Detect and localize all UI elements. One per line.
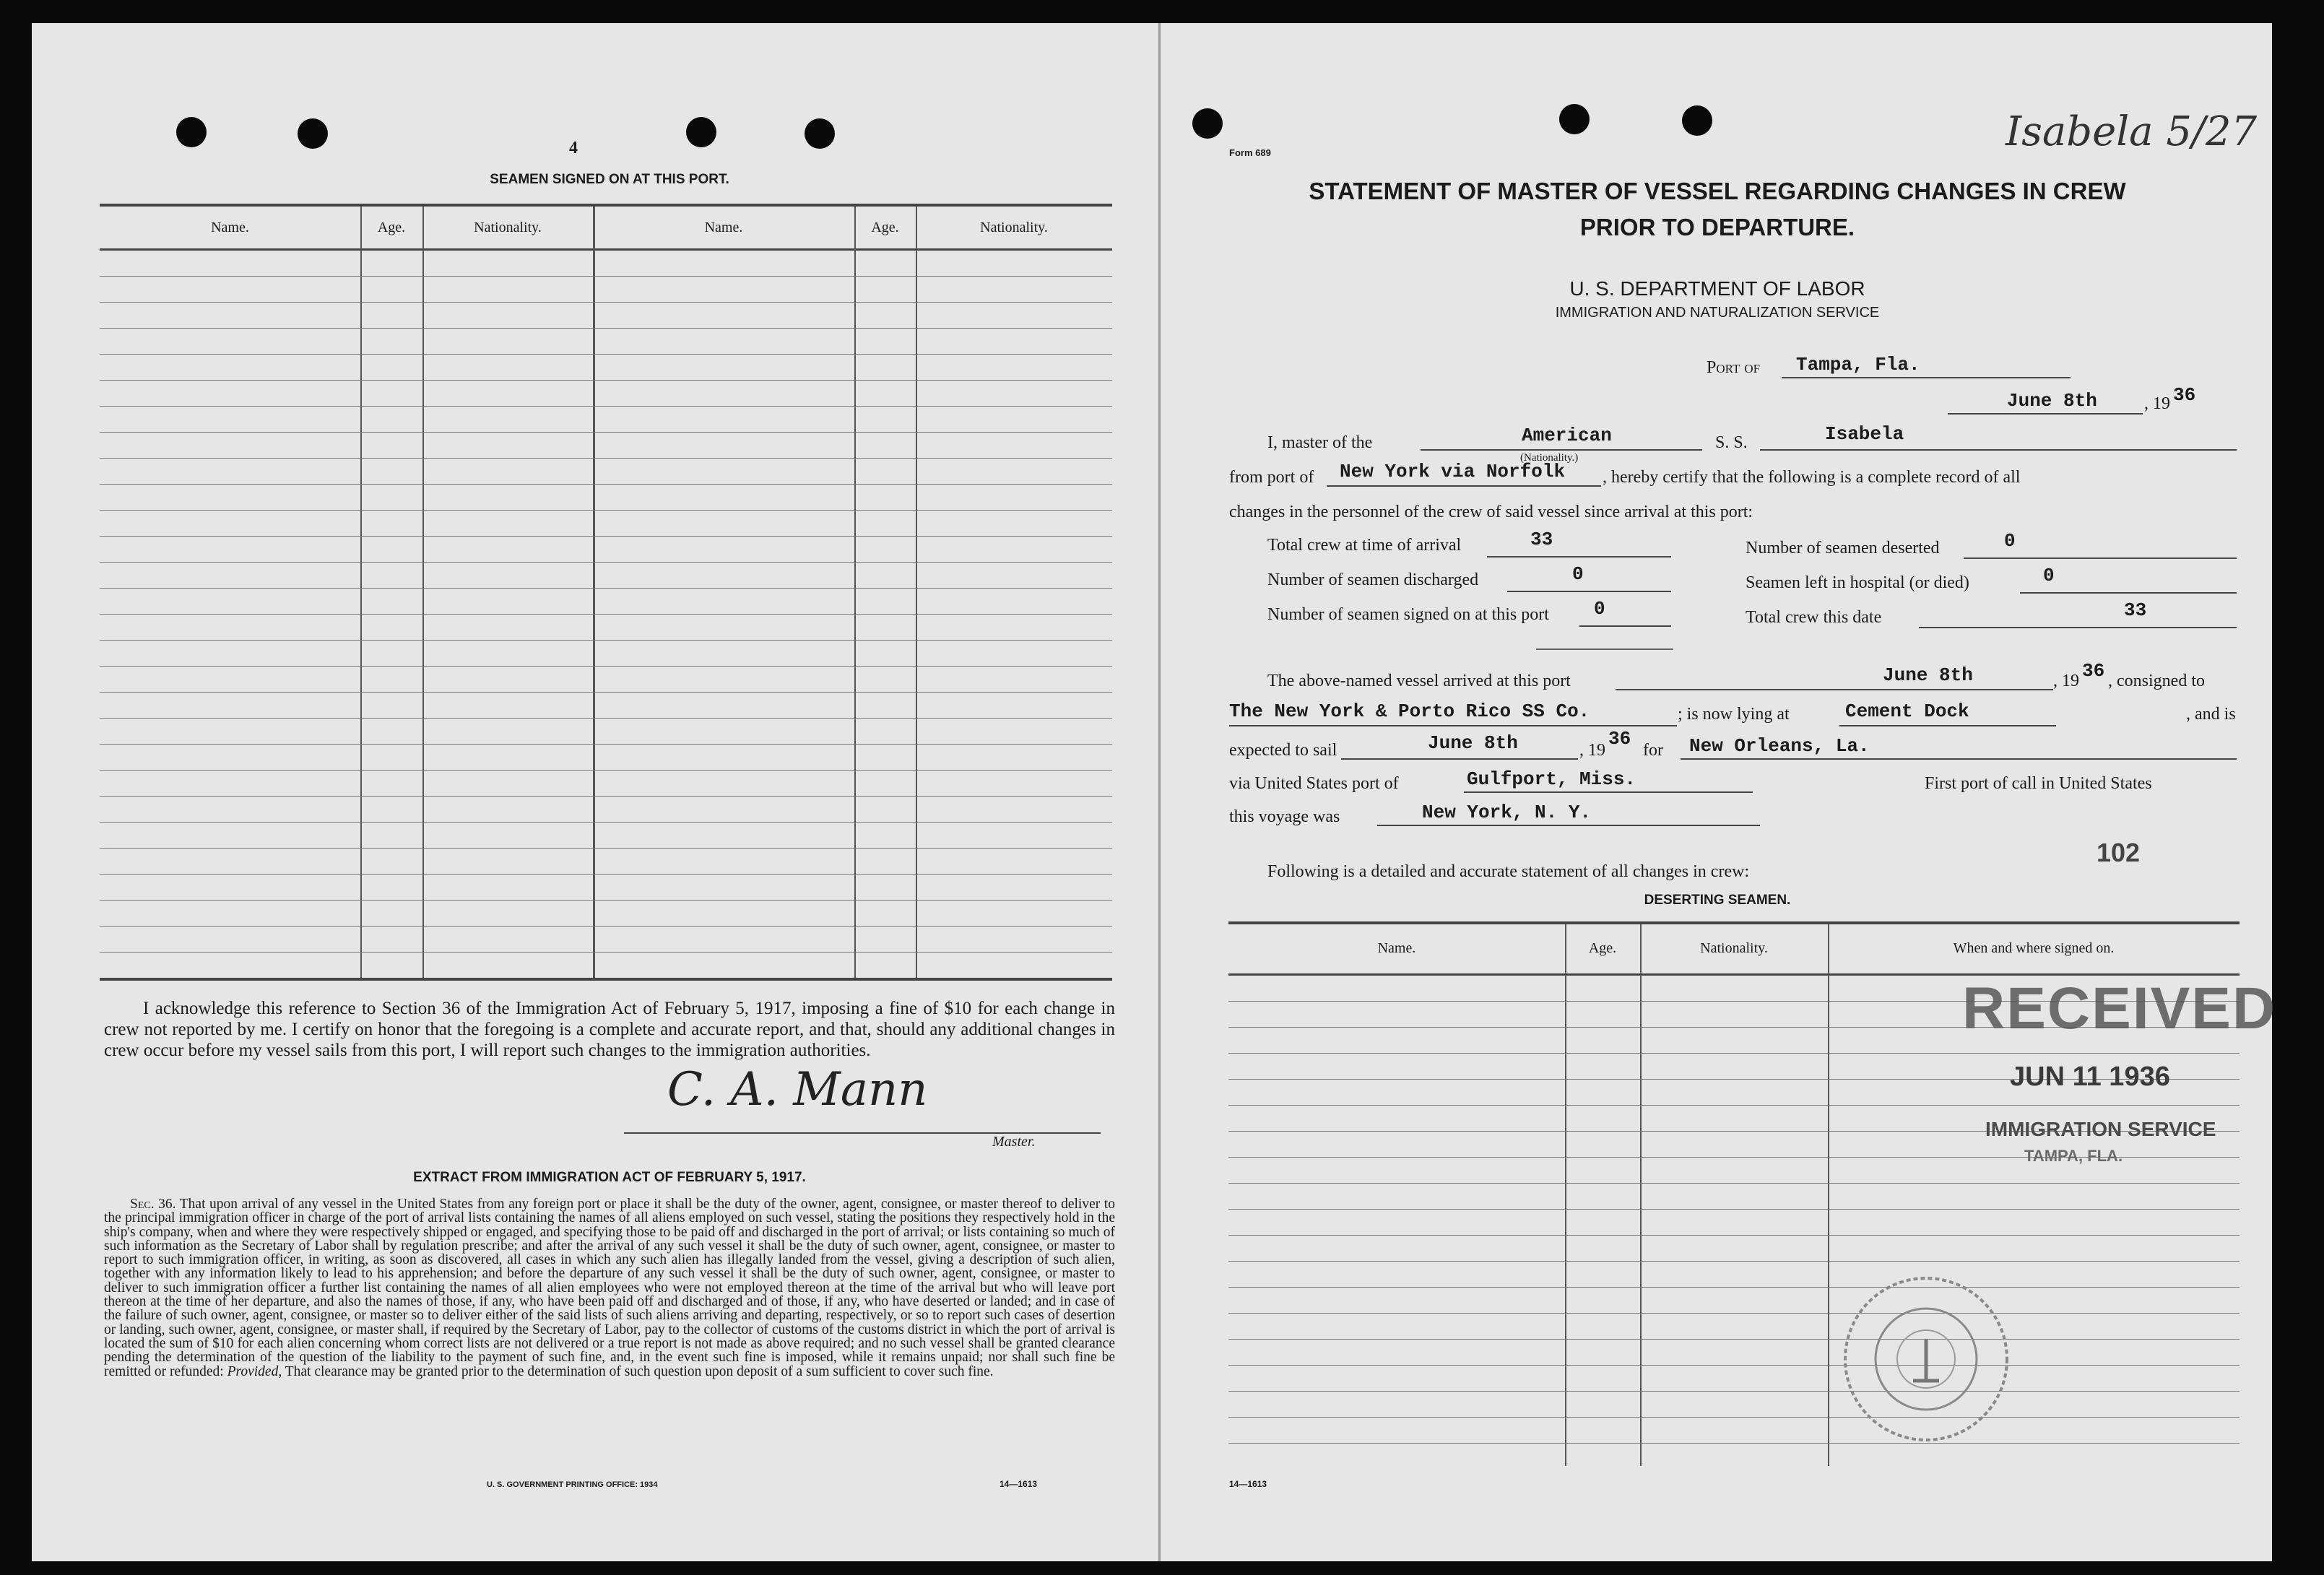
table-row-line: [100, 588, 1112, 589]
via-port-value: Gulfport, Miss.: [1467, 768, 1636, 790]
expected-label: expected to sail: [1229, 741, 1337, 760]
provided-text: That clearance may be granted prior to the determination of such question upon deposit of a sum sufficient to cover such fine.: [285, 1363, 994, 1379]
table-row-line: [1228, 1391, 2240, 1392]
table-row-line: [1228, 1365, 2240, 1366]
port-value: Tampa, Fla.: [1796, 354, 1920, 376]
master-prefix: I, master of the: [1267, 433, 1373, 452]
column-header-signed-on: When and where signed on.: [1953, 940, 2115, 956]
table-row-line: [1228, 1235, 2240, 1236]
received-stamp: RECEIVED: [1962, 976, 2277, 1041]
table-row-line: [1228, 1183, 2240, 1184]
table-row-line: [100, 692, 1112, 693]
signed-on-label: Number of seamen signed on at this port: [1267, 605, 1549, 624]
provided-label: Provided,: [227, 1363, 282, 1379]
consigned-label: , consigned to: [2108, 672, 2205, 690]
column-header-name: Name.: [211, 220, 249, 235]
table-row-line: [100, 380, 1112, 381]
punch-hole: [686, 117, 716, 147]
section-36-text: [104, 1197, 1115, 1379]
table-row-line: [1228, 1261, 2240, 1262]
dock-value: Cement Dock: [1845, 700, 1969, 722]
sail-year: 36: [1608, 728, 1631, 750]
signature-caption: Master.: [992, 1134, 1036, 1150]
year-value: 36: [2173, 384, 2196, 406]
certify-text: , hereby certify that the following is a complete record of all: [1603, 468, 2021, 487]
form-code: 14—1613: [1000, 1479, 1038, 1489]
voyage-value: New York, N. Y.: [1422, 802, 1592, 823]
extract-title: EXTRACT FROM IMMIGRATION ACT OF FEBRUARY 5, 1917.: [413, 1170, 806, 1185]
ship-value: Isabela: [1825, 423, 1904, 445]
lying-label: ; is now lying at: [1678, 705, 1790, 724]
punch-hole: [1559, 104, 1590, 134]
voyage-label: this voyage was: [1229, 807, 1340, 826]
table-row-line: [100, 536, 1112, 537]
table-row-line: [1228, 1443, 2240, 1444]
table-row-line: [100, 900, 1112, 901]
deserted-label: Number of seamen deserted: [1746, 539, 1940, 557]
table-row-line: [100, 640, 1112, 641]
total-crew-date-value: 33: [2124, 599, 2147, 621]
number-stamp: 102: [2097, 838, 2141, 867]
received-date-stamp: JUN 11 1936: [2010, 1062, 2170, 1092]
table-row-line: [100, 458, 1112, 459]
arrived-year: 36: [2082, 660, 2105, 682]
form-subtitle: PRIOR TO DEPARTURE.: [1579, 214, 1855, 240]
ss-label: S. S.: [1715, 433, 1748, 452]
total-crew-arrival-value: 33: [1530, 529, 1553, 550]
year-prefix: , 19: [2144, 394, 2170, 413]
table-row-line: [100, 354, 1112, 355]
column-header-nationality: Nationality.: [1700, 940, 1768, 956]
table-row-line: [100, 770, 1112, 771]
table-row-line: [100, 744, 1112, 745]
column-header-nationality: Nationality.: [474, 220, 542, 235]
table-row-line: [100, 328, 1112, 329]
form-code: 14—1613: [1229, 1479, 1267, 1489]
following-text: Following is a detailed and accurate statement of all changes in crew:: [1267, 862, 1750, 881]
table-row-line: [100, 276, 1112, 277]
table-row-line: [1228, 1339, 2240, 1340]
table-title: SEAMEN SIGNED ON AT THIS PORT.: [490, 172, 729, 187]
consignee-value: The New York & Porto Rico SS Co.: [1229, 700, 1590, 722]
table-row-line: [1228, 1105, 2240, 1106]
form-number: Form 689: [1229, 147, 1271, 158]
hospital-value: 0: [2043, 565, 2055, 586]
total-crew-date-label: Total crew this date: [1746, 608, 1882, 627]
page-number: 4: [569, 139, 578, 157]
document-sheet: [32, 23, 2277, 1561]
circular-seal: [1839, 1272, 2013, 1446]
via-label: via United States port of: [1229, 774, 1399, 793]
deserting-title: DESERTING SEAMEN.: [1644, 893, 1791, 908]
table-row-line: [1228, 1417, 2240, 1418]
changes-text: changes in the personnel of the crew of said vessel since arrival at this port:: [1229, 503, 1753, 521]
table-row-line: [100, 510, 1112, 511]
and-is-text: , and is: [2186, 705, 2236, 724]
hospital-label: Seamen left in hospital (or died): [1746, 573, 1969, 592]
table-row-line: [100, 952, 1112, 953]
sail-date: June 8th: [1428, 732, 1518, 754]
column-header-name: Name.: [1377, 940, 1416, 956]
master-signature: C. A. Mann: [667, 1063, 928, 1116]
from-port-value: New York via Norfolk: [1340, 461, 1566, 482]
printer-imprint: U. S. GOVERNMENT PRINTING OFFICE: 1934: [487, 1480, 658, 1489]
punch-hole: [1682, 105, 1712, 136]
column-header-age: Age.: [1588, 940, 1617, 956]
department: U. S. DEPARTMENT OF LABOR: [1569, 277, 1865, 300]
acknowledgment-text: I acknowledge this reference to Section 36 of the Immigration Act of February 5, 1917, imposing a fine of $10 for each change in crew not reported by me. I certify on honor that the foregoing is a complete and accurate report, and that, should any additional changes in crew occur before my vessel sails from this port, I will report such changes to the immigration authorities.: [104, 999, 1115, 1060]
table-row-line: [100, 718, 1112, 719]
table-row-line: [100, 796, 1112, 797]
discharged-label: Number of seamen discharged: [1267, 570, 1479, 589]
date-value: June 8th: [2007, 390, 2097, 412]
column-header-name: Name.: [704, 220, 743, 235]
table-row-line: [1228, 1209, 2240, 1210]
table-row-line: [100, 926, 1112, 927]
total-crew-arrival-label: Total crew at time of arrival: [1267, 536, 1462, 555]
table-row-line: [100, 484, 1112, 485]
arrived-date: June 8th: [1883, 664, 1973, 686]
table-row-line: [100, 614, 1112, 615]
form-title: STATEMENT OF MASTER OF VESSEL REGARDING CHANGES IN CREW: [1309, 178, 2126, 204]
destination-value: New Orleans, La.: [1689, 735, 1870, 757]
punch-hole: [298, 118, 328, 149]
arrived-label: The above-named vessel arrived at this port: [1267, 672, 1571, 690]
table-row-line: [100, 666, 1112, 667]
table-row-line: [100, 302, 1112, 303]
signed-on-value: 0: [1594, 598, 1605, 620]
column-header-nationality: Nationality.: [980, 220, 1048, 235]
punch-hole: [176, 117, 207, 147]
nationality-value: American: [1522, 425, 1612, 446]
right-page: [1158, 23, 2277, 1561]
discharged-value: 0: [1572, 563, 1584, 585]
column-header-age: Age.: [871, 220, 899, 235]
table-row-line: [100, 822, 1112, 823]
port-label: Port of: [1707, 358, 1761, 377]
table-row-line: [100, 848, 1112, 849]
received-service-stamp: IMMIGRATION SERVICE: [1985, 1118, 2216, 1140]
sail-year-prefix: , 19: [1579, 741, 1605, 760]
section-body: That upon arrival of any vessel in the United States from any foreign port or place it shall be the duty of the owner, agent, consignee, or master thereof to deliver to the principal immigration officer in charge of the port of arrival lists containing the names of all aliens employed on such vessel, stating the positions they respectively hold in the ship's company, when and where they were respectively shipped or engaged, and specifying those to be paid off and discharged in the port of arrival; or lists containing so much of such information as the Secretary of Labor shall by regulation prescribe; and after the arrival of any such vessel it shall be the duty of such owner, agent, consignee, or master to report to such immigration officer, in writing, as soon as discovered, all cases in which any such alien has illegally landed from the vessel, giving a description of such alien, together with any information likely to lead to his apprehension; and before the departure of any such vessel it shall be the duty of such owner, agent, consignee, or master to deliver to such immigration officer a further list containing the names of all alien employees who were not employed thereon at the time of the arrival but who will leave port thereon at the time of her departure, and also the names of those, if any, who have been paid off and discharged and of those, if any, who have deserted or landed; and in case of the failure of such owner, agent, consignee, or master so to deliver either of the said lists of such aliens arriving and departing, respectively, or so to report such cases of desertion or landing, such owner, agent, consignee, or master shall, if required by the Secretary of Labor, pay to the collector of customs of the customs district in which the port of arrival is located the sum of $10 for each alien concerning whom correct lists are not delivered or a true report is not made as above required; and no such vessel shall be granted clearance pending the determination of the question of the liability to the payment of such fine, and, in the event such fine is imposed, while it remains unpaid; nor shall such fine be remitted or refunded:: [104, 1197, 1115, 1379]
from-port-label: from port of: [1229, 468, 1314, 487]
table-row-line: [1228, 1313, 2240, 1314]
column-header-age: Age.: [377, 220, 406, 235]
left-page: [32, 23, 1158, 1561]
handwritten-note: Isabela 5/27: [2006, 108, 2258, 155]
table-row-line: [100, 406, 1112, 407]
table-row-line: [1228, 1287, 2240, 1288]
for-label: for: [1643, 741, 1663, 760]
deserted-value: 0: [2004, 530, 2016, 552]
table-row-line: [100, 874, 1112, 875]
first-port-label: First port of call in United States: [1925, 774, 2152, 793]
table-row-line: [1228, 1053, 2240, 1054]
received-place-stamp: TAMPA, FLA.: [2024, 1147, 2123, 1165]
table-row-line: [100, 432, 1112, 433]
arrived-year-prefix: , 19: [2053, 672, 2079, 690]
section-label: Sec. 36.: [130, 1197, 176, 1212]
nationality-caption: (Nationality.): [1520, 452, 1579, 464]
service: IMMIGRATION AND NATURALIZATION SERVICE: [1555, 305, 1880, 321]
punch-hole: [1192, 108, 1223, 139]
punch-hole: [805, 118, 835, 149]
table-row-line: [100, 562, 1112, 563]
